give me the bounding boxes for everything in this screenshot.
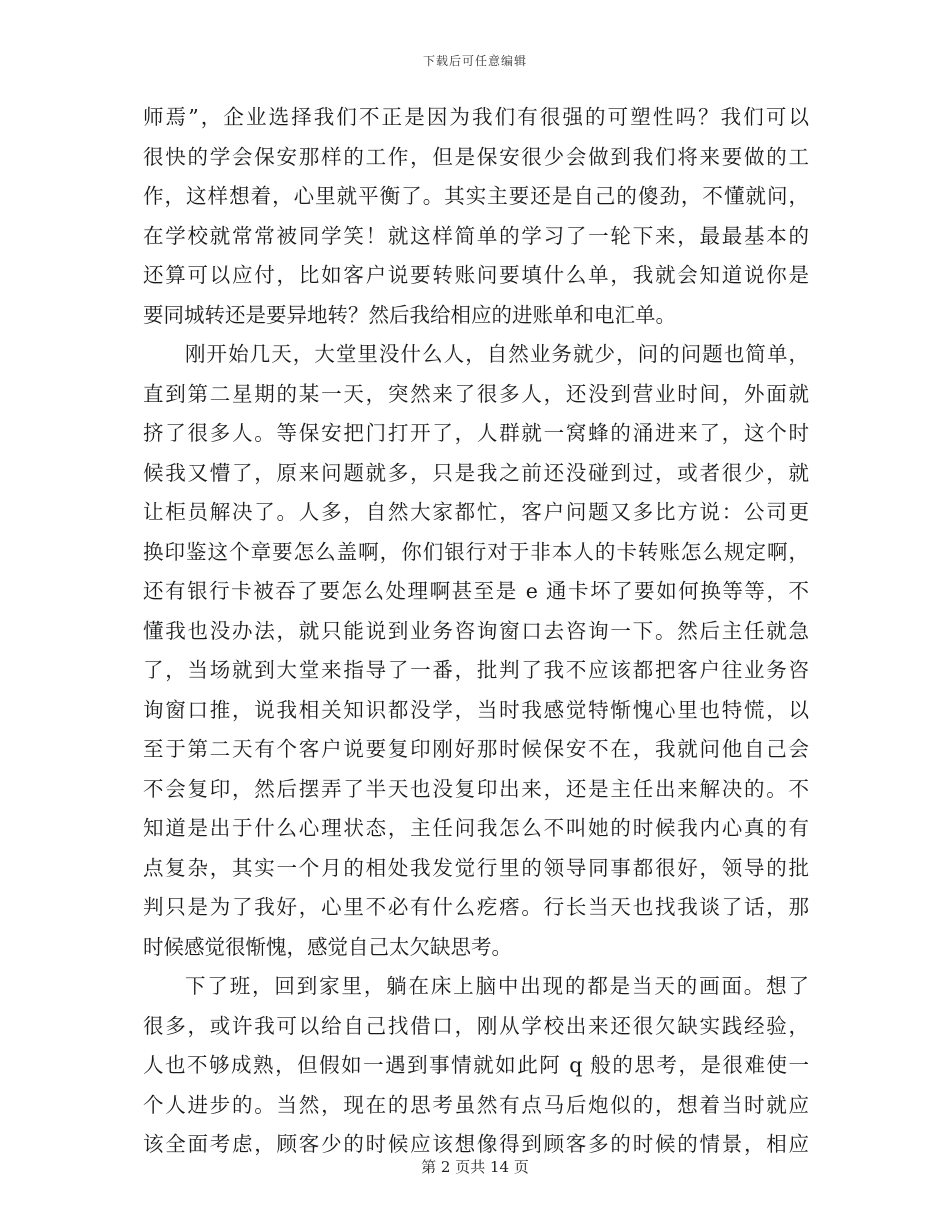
text-line: 懂我也没办法，就只能说到业务咨询窗口去咨询一下。然后主任就急 — [143, 618, 809, 643]
text-line: 知道是出于什么心理状态，主任问我怎么不叫她的时候我内心真的有 — [143, 816, 809, 840]
text-line: 时候感觉很惭愧，感觉自己太欠缺思考。 — [143, 934, 512, 959]
text-line: 换印鉴这个章要怎么盖啊，你们银行对于非本人的卡转账怎么规定啊， — [143, 539, 809, 564]
text-line: 询窗口推，说我相关知识都没学，当时我感觉特惭愧心里也特慌，以 — [143, 697, 809, 722]
text-line: 至于第二天有个客户说要复印刚好那时候保安不在，我就问他自己会 — [143, 737, 809, 761]
text-line: 要同城转还是要异地转？然后我给相应的进账单和电汇单。 — [143, 302, 676, 327]
text-line: 让柜员解决了。人多，自然大家都忙，客户问题又多比方说：公司更 — [143, 500, 809, 524]
text-line: 师焉”，企业选择我们不正是因为我们有很强的可塑性吗？我们可以 — [143, 105, 809, 129]
text-line: 很多，或许我可以给自己找借口，刚从学校出来还很欠缺实践经验， — [143, 1013, 809, 1038]
text-line: 还算可以应付，比如客户说要转账问要填什么单，我就会知道说你是 — [143, 263, 809, 287]
text-line: 了，当场就到大堂来指导了一番，批判了我不应该都把客户往业务咨 — [143, 658, 809, 682]
text-line: 人也不够成熟，但假如一遇到事情就如此阿 q 般的思考，是很难使一 — [143, 1053, 809, 1077]
text-line: 不会复印，然后摆弄了半天也没复印出来，还是主任出来解决的。不 — [143, 776, 809, 801]
text-line: 直到第二星期的某一天，突然来了很多人，还没到营业时间，外面就 — [143, 381, 809, 406]
text-line: 该全面考虑，顾客少的时候应该想像得到顾客多的时候的情景，相应 — [143, 1132, 809, 1156]
text-line: 还有银行卡被吞了要怎么处理啊甚至是 e 通卡坏了要如何换等等，不 — [143, 579, 809, 603]
text-line: 很快的学会保安那样的工作，但是保安很少会做到我们将来要做的工 — [143, 144, 809, 169]
document-body — [143, 98, 809, 1165]
text-line: 下了班，回到家里，躺在床上脑中出现的都是当天的画面。想了 — [185, 974, 809, 998]
text-line: 点复杂，其实一个月的相处我发觉行里的领导同事都很好，领导的批 — [143, 855, 809, 880]
text-line: 刚开始几天，大堂里没什么人，自然业务就少，问的问题也简单， — [185, 342, 809, 366]
text-line: 个人进步的。当然，现在的思考虽然有点马后炮似的，想着当时就应 — [143, 1092, 809, 1117]
page-footer: 第 2 页共 14 页 — [421, 1158, 529, 1176]
text-line: 判只是为了我好，心里不必有什么疙瘩。行长当天也找我谈了话，那 — [143, 895, 809, 919]
page-header: 下载后可任意编辑 — [422, 54, 527, 68]
text-line: 作，这样想着，心里就平衡了。其实主要还是自己的傻劲，不懂就问， — [143, 184, 809, 208]
text-line: 在学校就常常被同学笑！就这样简单的学习了一轮下来，最最基本的 — [143, 223, 809, 248]
text-line: 挤了很多人。等保安把门打开了，人群就一窝蜂的涌进来了，这个时 — [143, 421, 809, 445]
text-line: 候我又懵了，原来问题就多，只是我之前还没碰到过，或者很少，就 — [143, 460, 809, 485]
